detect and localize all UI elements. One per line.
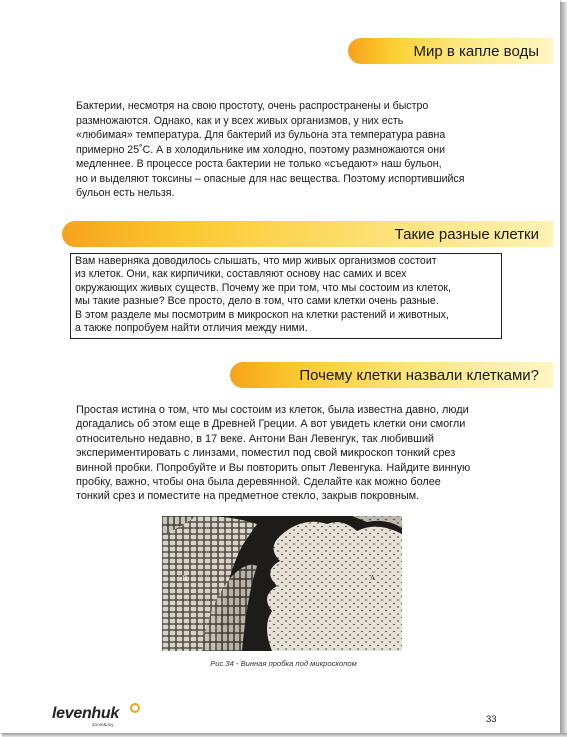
section-heading: Такие разные клетки	[394, 225, 539, 243]
logo-ring-icon	[130, 703, 140, 713]
page-shadow	[2, 733, 567, 737]
text-line: примерно 25˚С. А в холодильнике им холодно, поэтому размножаются они	[76, 143, 445, 156]
text-line: бульон есть нельзя.	[76, 187, 175, 199]
text-line: относительно недавно, в 17 веке. Антони Ван Левенгук, так любивший	[76, 432, 435, 445]
text-line: размножаются. Однако, как и у всех живых организмов, у них есть	[76, 114, 404, 127]
levenhuk-logo	[52, 705, 119, 727]
text-line: Вам наверняка доводилось слышать, что мир живых организмов состоит	[75, 255, 437, 267]
text-line: а также попробуем найти отличия между ними.	[75, 322, 308, 335]
paragraph-bacteria	[76, 99, 464, 201]
text-line: но и выделяют токсины – опасные для нас вещества. Поэтому испортившийся	[76, 172, 465, 185]
text-line: окружающих живых существ. Почему же при том, что мы состоим из клеток,	[75, 281, 451, 294]
figure-caption: Рис.34 - Винная пробка под микроскопом	[210, 659, 357, 668]
text-line: из клеток. Они, как кирпичики, составляют основу нас самих и всех	[75, 268, 407, 281]
text-line: догадались об этом еще в Древней Греции. А вот увидеть клетки они смогли	[76, 418, 466, 431]
text-line: тонкий срез и поместите на предметное стекло, закрыв покровным.	[76, 490, 420, 503]
text-line: Бактерии, несмотря на свою простоту, очень распространены и быстро	[76, 100, 429, 112]
paragraph-cell-history	[76, 403, 470, 504]
text-line: винной пробки. Попробуйте и Вы повторить опыт Левенгука. Найдите винную	[76, 461, 471, 474]
section-heading-banner	[348, 38, 553, 64]
text-line: экспериментировать с линзами, поместил под свой микроскоп тонкий срез	[76, 447, 456, 460]
cork-micrograph-image	[162, 516, 402, 651]
page-number: 33	[486, 714, 497, 725]
text-line: В этом разделе мы посмотрим в микроскоп на клетки растений и животных,	[75, 308, 449, 321]
logo-tagline: Zoom&Joy	[92, 722, 114, 727]
section-heading-banner	[62, 221, 553, 247]
cork-cells-illustration	[162, 516, 402, 651]
text-line: медленнее. В процессе роста бактерии не только «съедают» наш бульон,	[76, 158, 442, 170]
text-line: мы такие разные? Все просто, дело в том, что сами клетки очень разные.	[75, 295, 439, 308]
text-line: пробку, важно, чтобы она была деревянной. Сделайте как можно более	[76, 476, 441, 489]
text-line: Простая истина о том, что мы состоим из клеток, была известна давно, люди	[76, 404, 469, 416]
section-heading: Мир в капле воды	[413, 42, 539, 60]
logo-wordmark: levenhuk	[52, 705, 119, 722]
section-heading-banner	[230, 362, 553, 388]
figure-label-a: A	[370, 574, 376, 582]
text-line: «любимая» температура. Для бактерий из бульона эта температура равна	[76, 129, 446, 141]
page-shadow	[560, 2, 567, 737]
paragraph-cells-intro	[75, 255, 451, 335]
figure-label-b: B	[182, 574, 188, 583]
section-heading: Почему клетки назвали клетками?	[299, 366, 539, 384]
